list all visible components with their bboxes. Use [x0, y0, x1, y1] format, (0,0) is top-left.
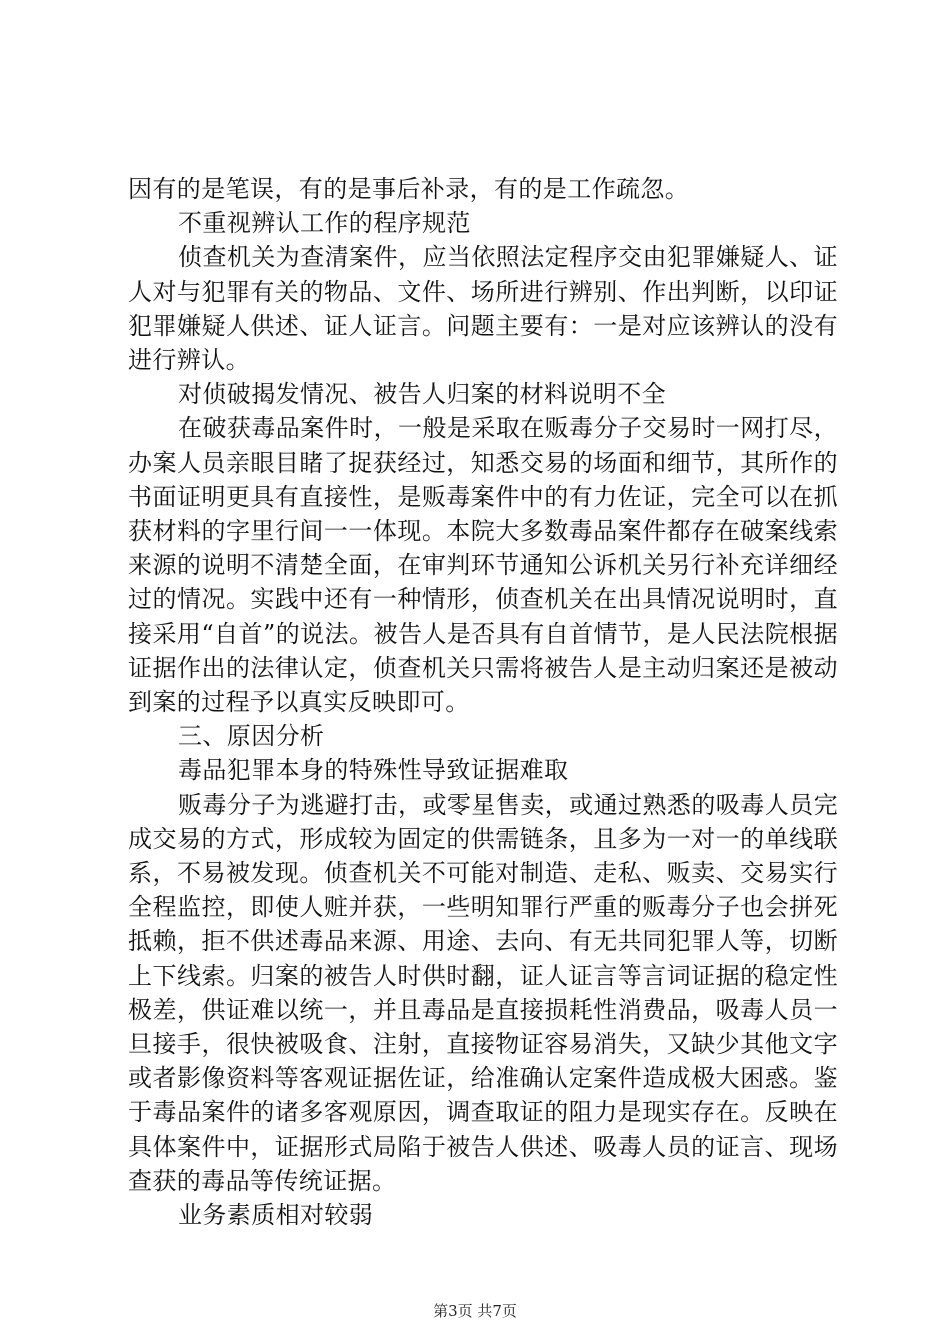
page-number-footer: 第3页 共7页: [433, 1302, 517, 1320]
section-heading-cause-analysis: 三、原因分析: [178, 722, 325, 751]
heading-drug-crime-evidence: 毒品犯罪本身的特殊性导致证据难取: [178, 756, 569, 785]
document-body: [128, 172, 838, 1232]
paragraph-drug-crime-evidence: 贩毒分子为逃避打击，或零星售卖，或通过熟悉的吸毒人员完成交易的方式，形成较为固定的供需链条，且多为一对一的单线联系，不易被发现。侦查机关不可能对制造、走私、贩卖、交易实行全程监控，即使人赃并获，一些明知罪行严重的贩毒分子也会拼死抵赖，拒不供述毒品来源、用途、去向、有无共同犯罪人等，切断上下线索。归案的被告人时供时翻，证人证言等言词证据的稳定性极差，供证难以统一，并且毒品是直接损耗性消费品，吸毒人员一旦接手，很快被吸食、注射，直接物证容易消失，又缺少其他文字或者影像资料等客观证据佐证，给准确认定案件造成极大困惑。鉴于毒品案件的诸多客观原因，调查取证的阻力是现实存在。反映在具体案件中，证据形式局陷于被告人供述、吸毒人员的证言、现场查获的毒品等传统证据。: [128, 790, 838, 1195]
heading-professional-quality: 业务素质相对较弱: [178, 1201, 374, 1230]
paragraph-case-materials: 在破获毒品案件时，一般是采取在贩毒分子交易时一网打尽，办案人员亲眼目睹了捉获经过，知悉交易的场面和细节，其所作的书面证明更具有直接性，是贩毒案件中的有力佐证，完全可以在抓获材料的字里行间一一体现。本院大多数毒品案件都存在破案线索来源的说明不清楚全面，在审判环节通知公诉机关另行补充详细经过的情况。实践中还有一种情形，侦查机关在出具情况说明时，直接采用“自首”的说法。被告人是否具有自首情节，是人民法院根据证据作出的法律认定，侦查机关只需将被告人是主动归案还是被动到案的过程予以真实反映即可。: [128, 414, 838, 717]
heading-identification-procedure: 不重视辨认工作的程序规范: [178, 209, 471, 238]
paragraph-1: 因有的是笔误，有的是事后补录，有的是工作疏忽。: [128, 175, 690, 203]
paragraph-identification: 侦查机关为查清案件，应当依照法定程序交由犯罪嫌疑人、证人对与犯罪有关的物品、文件、场所进行辨别、作出判断，以印证犯罪嫌疑人供述、证人证言。问题主要有：一是对应该辨认的没有进行辨认。: [128, 243, 838, 375]
heading-case-materials: 对侦破揭发情况、被告人归案的材料说明不全: [178, 380, 666, 409]
